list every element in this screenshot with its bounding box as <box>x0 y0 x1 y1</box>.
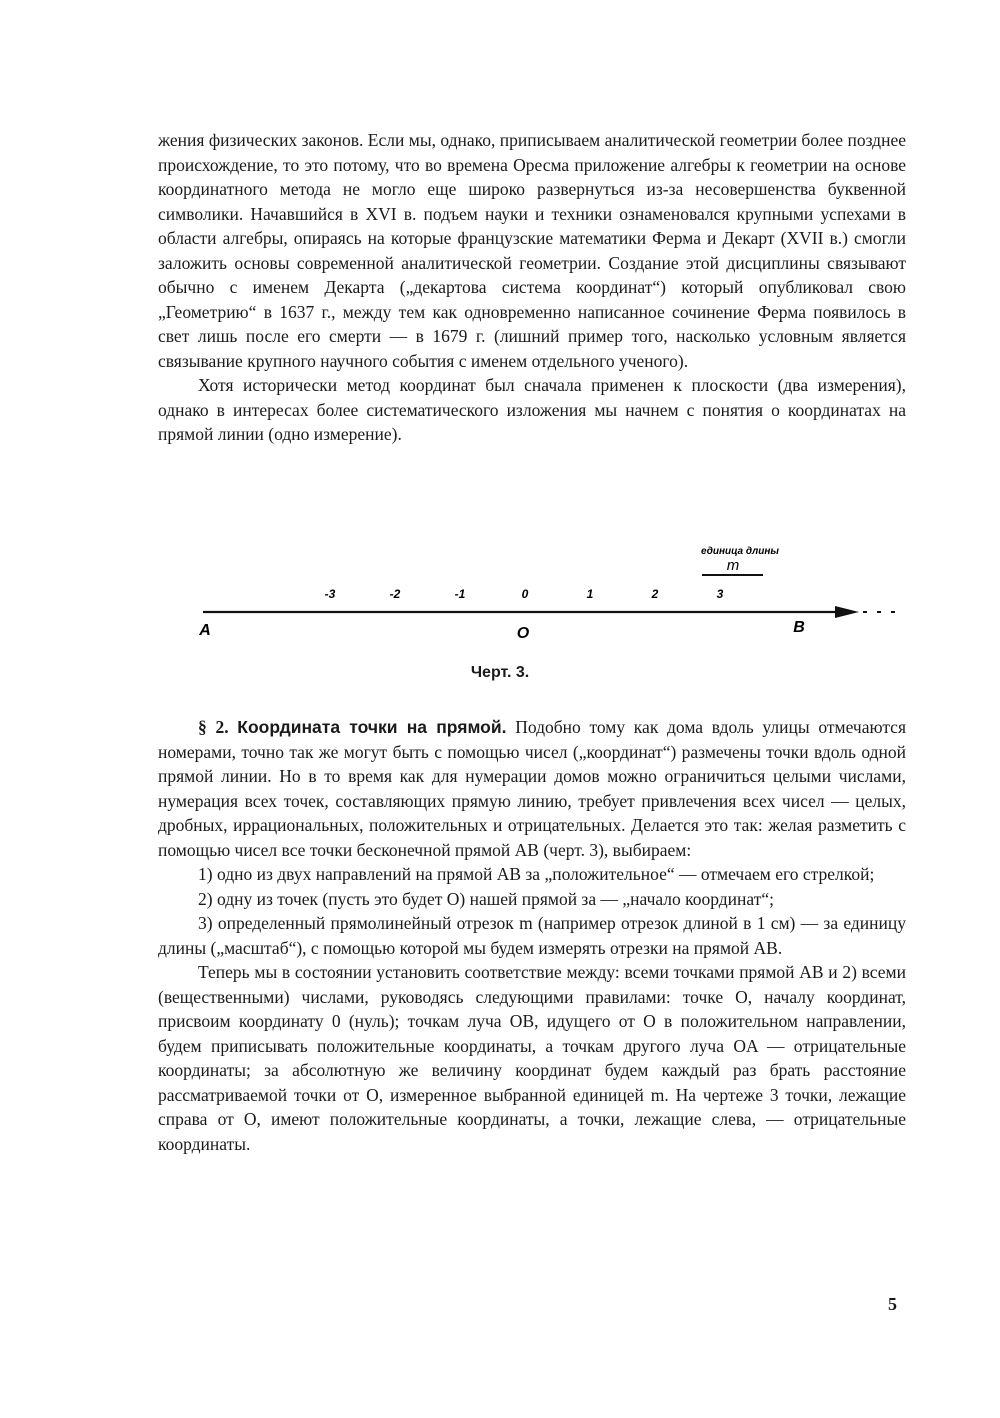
tick-label: -1 <box>454 587 466 601</box>
tick-label: 2 <box>651 587 659 601</box>
tick-label: 0 <box>521 587 529 601</box>
top-text-block <box>158 128 906 447</box>
unit-symbol-m: m <box>726 557 740 574</box>
paragraph-plane-vs-line: Хотя исторически метод координат был сначала применен к плоскости (два измерения), однако в интересах более систематического изложения мы начнем с понятия о координатах на прямой линии (одно измерение). <box>158 375 906 444</box>
point-A-label: A <box>199 622 211 639</box>
list-item-2: 2) одну из точек (пусть это будет O) нашей прямой за — „начало координат“; <box>198 888 775 909</box>
tick-labels <box>325 587 724 601</box>
tick-label: -2 <box>389 587 401 601</box>
figure-caption: Черт. 3. <box>470 664 530 681</box>
section-title: Координата точки на прямой. <box>237 717 507 737</box>
point-O-label: O <box>516 625 530 642</box>
section-2-block <box>158 715 906 1156</box>
arrow-head <box>835 606 859 618</box>
tick-label: -3 <box>324 587 336 601</box>
section-intro-paragraph <box>158 715 906 862</box>
number-line-figure <box>195 540 915 650</box>
page-number: 5 <box>888 1294 897 1314</box>
closing-paragraph: Теперь мы в состоянии установить соответствие между: всеми точками прямой AB и 2) всеми (вещественными) числами, руководясь следующими правилами: точке O, началу координат, присвоим координату 0 (нуль); точкам луча OB, идущего от O в положительном направлении, будем приписывать положительные координаты, а точкам другого луча OA — отрицательные координаты; за абсолютную же величину координат будем каждый раз брать расстояние рассматриваемой точки от O, измеренное выбранной единицей m. На чертеже 3 точки, лежащие справа от O, имеют положительные координаты, а точки, лежащие слева, — отрицательные координаты. <box>158 962 906 1154</box>
paragraph-history: жения физических законов. Если мы, однако, приписываем аналитической геометрии более позднее происхождение, то это потому, что во времена Оресма приложение алгебры к геометрии на основе координатного метода не могло еще широко развернуться из-за несовершенства буквенной символики. Начавшийся в XVI в. подъем науки и техники ознаменовался крупными успехами в области алгебры, опираясь на которые французские математики Ферма и Декарт (XVII в.) смогли заложить основы современной аналитической геометрии. Создание этой дисциплины связывают обычно с именем Декарта („декартова система координат“) который опубликовал свою „Геометрию“ в 1637 г., между тем как одновременно написанное сочинение Ферма появилось в свет лишь после его смерти — в 1679 г. (лишний пример того, насколько условным является связывание крупного научного события с именем отдельного ученого). <box>158 130 906 371</box>
point-B-label: B <box>793 619 805 636</box>
list-item-3: 3) определенный прямолинейный отрезок m (например отрезок длиной в 1 см) — за единицу длины („масштаб“), с помощью которой мы будем измерять отрезки на прямой AB. <box>158 913 906 958</box>
tick-label: 1 <box>586 587 594 601</box>
list-item-1: 1) одно из двух направлений на прямой AB за „положительное“ — отмечаем его стрелкой; <box>198 864 875 884</box>
tick-label: 3 <box>716 587 724 601</box>
section-intro: Подобно тому как дома вдоль улицы отмечаются номерами, точно так же могут быть с помощью чисел („координат“) размечены точки вдоль одной прямой линии. Но в то время как для нумерации домов можно ограничиться целыми числами, нумерация всех точек, составляющих прямую линию, требует привлечения всех чисел — целых, дробных, иррациональных, положительных и отрицательных. Делается это так: желая разметить с помощью чисел все точки бесконечной прямой AB (черт. 3), выбираем: <box>158 717 906 860</box>
section-mark: § 2. <box>198 717 229 737</box>
unit-length-label: единица длины <box>701 546 779 557</box>
